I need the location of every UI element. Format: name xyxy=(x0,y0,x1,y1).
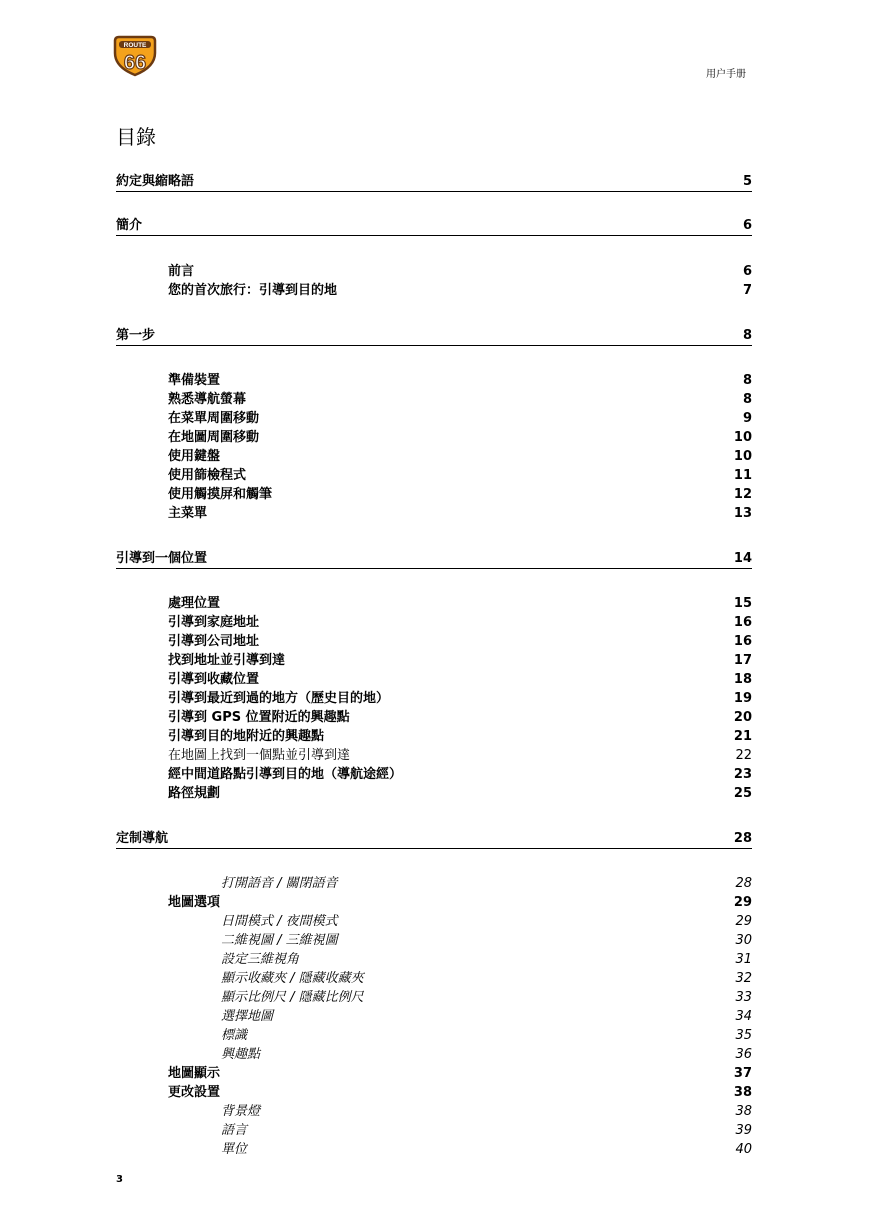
toc-entry-page: 29 xyxy=(735,914,752,929)
toc-entry-title: 地圖顯示 xyxy=(168,1066,221,1081)
toc-entry-page: 33 xyxy=(735,990,752,1005)
page-number: 3 xyxy=(116,1174,123,1185)
toc-entry-title: 使用篩檢程式 xyxy=(168,468,247,483)
toc-entry-title: 引導到公司地址 xyxy=(168,634,260,649)
toc-section[interactable] xyxy=(0,281,869,300)
toc-entry-page: 11 xyxy=(733,468,752,483)
toc-entry-title: 處理位置 xyxy=(168,596,221,611)
page-title: 目錄 xyxy=(116,125,156,149)
toc-entry-title: 引導到目的地附近的興趣點 xyxy=(168,729,325,744)
toc-entry-page: 32 xyxy=(735,971,752,986)
toc-entry-page: 30 xyxy=(735,933,752,948)
toc-subsection[interactable] xyxy=(0,988,869,1007)
toc-entry-page: 38 xyxy=(733,1085,752,1100)
toc-entry-title: 單位 xyxy=(221,1142,248,1157)
toc-entry-title: 您的首次旅行：引導到目的地 xyxy=(168,283,338,298)
route66-logo xyxy=(112,33,158,77)
toc-entry-page: 17 xyxy=(733,653,752,668)
toc-entry-title: 語言 xyxy=(221,1123,248,1138)
toc-entry-title: 在地圖周圍移動 xyxy=(168,430,260,445)
logo-route-text: ROUTE xyxy=(123,42,147,49)
toc-entry-page: 7 xyxy=(742,283,752,298)
toc-subsection[interactable] xyxy=(0,969,869,988)
toc-entry-title: 定制導航 xyxy=(116,831,169,846)
toc-entry-title: 準備裝置 xyxy=(168,373,221,388)
toc-entry-title: 顯示比例尺 / 隱藏比例尺 xyxy=(221,990,364,1005)
logo-number-text: 66 xyxy=(123,52,147,74)
toc-entry-title: 路徑規劃 xyxy=(168,786,221,801)
toc-section[interactable] xyxy=(0,651,869,670)
toc-entry-title: 在地圖上找到一個點並引導到達 xyxy=(168,748,351,763)
toc-entry-page: 5 xyxy=(742,174,752,189)
toc-section[interactable] xyxy=(0,504,869,523)
toc-subsection[interactable] xyxy=(0,1007,869,1026)
toc-entry-page: 35 xyxy=(735,1028,752,1043)
toc-subsection[interactable] xyxy=(0,950,869,969)
toc-entry-page: 28 xyxy=(733,831,752,846)
toc-section[interactable] xyxy=(0,727,869,746)
header-title: 用户手册 xyxy=(706,69,746,80)
toc-entry-title: 地圖選項 xyxy=(168,895,221,910)
toc-entry-page: 12 xyxy=(733,487,752,502)
toc-entry-page: 13 xyxy=(733,506,752,521)
toc-entry-title: 前言 xyxy=(168,264,195,279)
toc-entry-title: 選擇地圖 xyxy=(221,1009,274,1024)
toc-section[interactable] xyxy=(0,594,869,613)
toc-entry-page: 16 xyxy=(733,634,752,649)
toc-section[interactable] xyxy=(0,689,869,708)
toc-entry-page: 10 xyxy=(733,430,752,445)
toc-section[interactable] xyxy=(0,746,869,765)
toc-section[interactable] xyxy=(0,262,869,281)
toc-section[interactable] xyxy=(0,708,869,727)
toc-section[interactable] xyxy=(0,447,869,466)
toc-entry-page: 20 xyxy=(733,710,752,725)
toc-section[interactable] xyxy=(0,428,869,447)
toc-entry-page: 9 xyxy=(742,411,752,426)
toc-entry-title: 背景燈 xyxy=(221,1104,261,1119)
toc-section[interactable] xyxy=(0,409,869,428)
toc-entry-title: 簡介 xyxy=(116,218,143,233)
toc-chapter[interactable] xyxy=(116,216,752,236)
toc-section[interactable] xyxy=(0,893,869,912)
toc-section[interactable] xyxy=(0,613,869,632)
toc-entry-title: 顯示收藏夾 / 隱藏收藏夾 xyxy=(221,971,364,986)
toc-entry-page: 16 xyxy=(733,615,752,630)
toc-entry-page: 6 xyxy=(742,264,752,279)
toc-entry-page: 23 xyxy=(733,767,752,782)
toc-entry-page: 15 xyxy=(733,596,752,611)
toc-entry-title: 在菜單周圍移動 xyxy=(168,411,260,426)
toc-chapter[interactable] xyxy=(116,172,752,192)
toc-entry-page: 29 xyxy=(733,895,752,910)
toc-section[interactable] xyxy=(0,371,869,390)
toc-entry-title: 熟悉導航螢幕 xyxy=(168,392,247,407)
toc-entry-title: 第一步 xyxy=(116,328,156,343)
toc-entry-title: 更改設置 xyxy=(168,1085,221,1100)
toc-entry-title: 經中間道路點引導到目的地（導航途經） xyxy=(168,767,403,782)
toc-entry-title: 引導到收藏位置 xyxy=(168,672,260,687)
toc-entry-page: 6 xyxy=(742,218,752,233)
toc-entry-page: 37 xyxy=(733,1066,752,1081)
toc-entry-page: 40 xyxy=(735,1142,752,1157)
toc-entry-page: 34 xyxy=(735,1009,752,1024)
toc-entry-page: 28 xyxy=(735,876,752,891)
toc-entry-title: 使用鍵盤 xyxy=(168,449,221,464)
toc-subsection[interactable] xyxy=(0,912,869,931)
toc-section[interactable] xyxy=(0,1083,869,1102)
toc-subsection[interactable] xyxy=(0,1140,869,1159)
toc-entry-page: 10 xyxy=(733,449,752,464)
toc-entry-title: 找到地址並引導到達 xyxy=(168,653,286,668)
toc-entry-title: 興趣點 xyxy=(221,1047,261,1062)
toc-chapter[interactable] xyxy=(116,326,752,346)
toc-subsection[interactable] xyxy=(0,874,869,893)
toc-subsection[interactable] xyxy=(0,1045,869,1064)
toc-entry-title: 引導到 GPS 位置附近的興趣點 xyxy=(168,710,350,725)
toc-section[interactable] xyxy=(0,632,869,651)
toc-entry-title: 標識 xyxy=(221,1028,248,1043)
toc-entry-page: 8 xyxy=(742,392,752,407)
toc-section[interactable] xyxy=(0,466,869,485)
toc-entry-page: 39 xyxy=(735,1123,752,1138)
toc-entry-title: 主菜單 xyxy=(168,506,208,521)
toc-entry-page: 19 xyxy=(733,691,752,706)
toc-subsection[interactable] xyxy=(0,1121,869,1140)
toc-entry-title: 日間模式 / 夜間模式 xyxy=(221,914,338,929)
toc-section[interactable] xyxy=(0,390,869,409)
toc-entry-page: 36 xyxy=(735,1047,752,1062)
toc-entry-page: 14 xyxy=(733,551,752,566)
toc-entry-title: 約定與縮略語 xyxy=(116,174,195,189)
toc-entry-page: 21 xyxy=(733,729,752,744)
toc-entry-title: 設定三維視角 xyxy=(221,952,300,967)
toc-chapter[interactable] xyxy=(116,549,752,569)
toc-subsection[interactable] xyxy=(0,931,869,950)
toc-entry-page: 38 xyxy=(735,1104,752,1119)
toc-subsection[interactable] xyxy=(0,1102,869,1121)
route66-shield-icon xyxy=(112,33,158,77)
toc-entry-title: 引導到一個位置 xyxy=(116,551,208,566)
toc-entry-title: 二維視圖 / 三維視圖 xyxy=(221,933,338,948)
toc-entry-title: 打開語音 / 關閉語音 xyxy=(221,876,338,891)
toc-entry-page: 18 xyxy=(733,672,752,687)
toc-entry-title: 引導到最近到過的地方（歷史目的地） xyxy=(168,691,390,706)
toc-entry-page: 22 xyxy=(735,748,752,763)
toc-section[interactable] xyxy=(0,765,869,784)
toc-entry-title: 引導到家庭地址 xyxy=(168,615,260,630)
toc-entry-page: 8 xyxy=(742,328,752,343)
toc-entry-page: 31 xyxy=(735,952,752,967)
toc-subsection[interactable] xyxy=(0,1026,869,1045)
toc-chapter[interactable] xyxy=(116,829,752,849)
toc-section[interactable] xyxy=(0,485,869,504)
toc-entry-page: 8 xyxy=(742,373,752,388)
toc-section[interactable] xyxy=(0,784,869,803)
toc-entry-title: 使用觸摸屏和觸筆 xyxy=(168,487,273,502)
toc-entry-page: 25 xyxy=(733,786,752,801)
toc-section[interactable] xyxy=(0,1064,869,1083)
toc-section[interactable] xyxy=(0,670,869,689)
